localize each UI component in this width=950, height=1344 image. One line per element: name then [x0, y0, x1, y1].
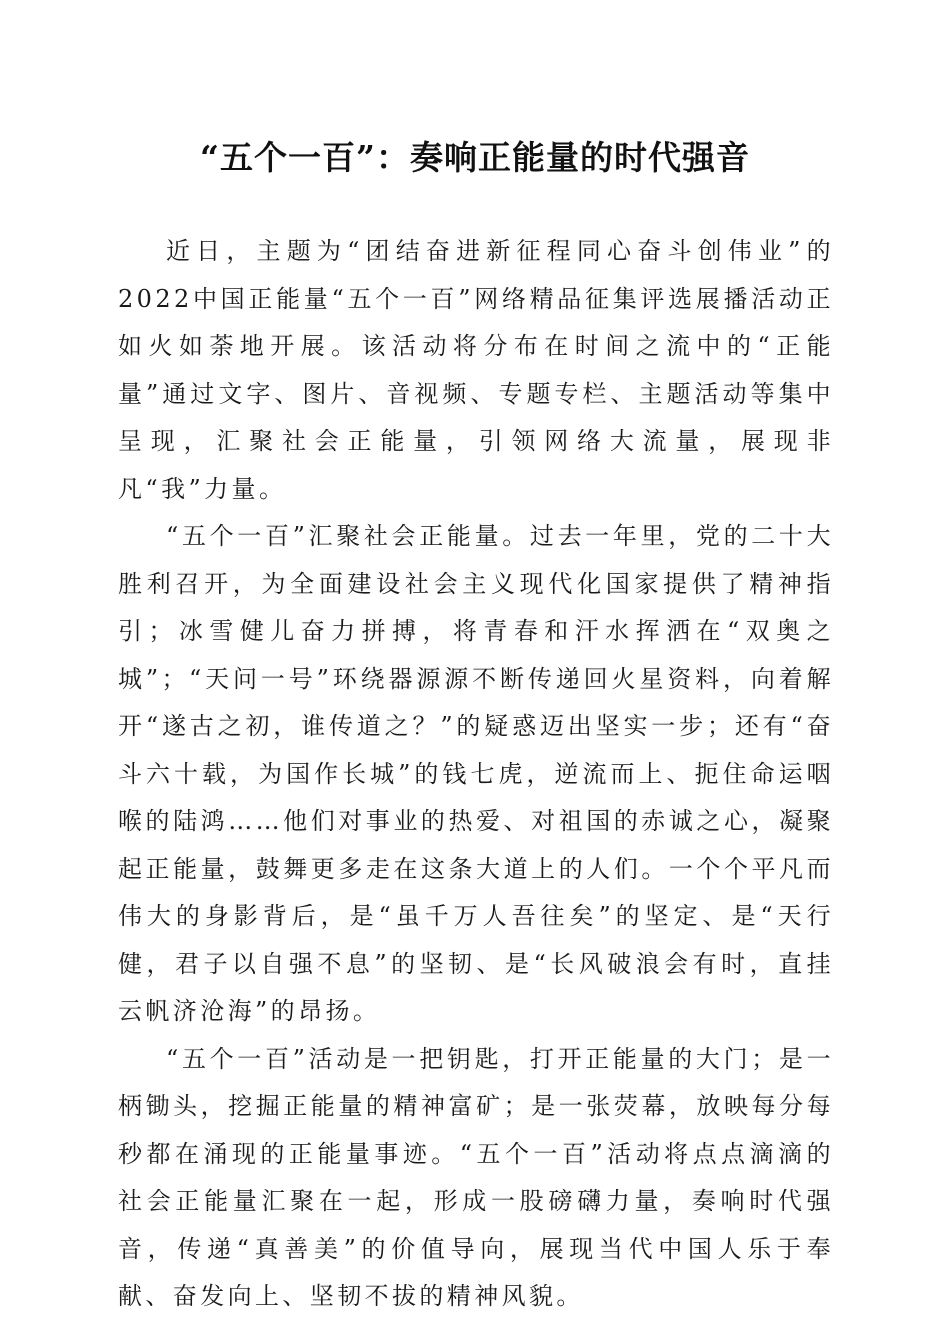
document-body — [118, 228, 834, 1321]
paragraph-gathering-energy: “五个一百”汇聚社会正能量。过去一年里，党的二十大胜利召开，为全面建设社会主义现代化国家提供了精神指引；冰雪健儿奋力拼搏，将青春和汗水挥洒在“双奥之城”；“天问一号”环绕器源源不断传递回火星资料，向着解开“遂古之初，谁传道之？”的疑惑迈出坚实一步；还有“奋斗六十载，为国作长城”的钱七虎，逆流而上、扼住命运咽喉的陆鸿……他们对事业的热爱、对祖国的赤诚之心，凝聚起正能量，鼓舞更多走在这条大道上的人们。一个个平凡而伟大的身影背后，是“虽千万人吾往矣”的坚定、是“天行健，君子以自强不息”的坚韧、是“长风破浪会有时，直挂云帆济沧海”的昂扬。 — [118, 522, 834, 1025]
paragraph-intro: 近日，主题为“团结奋进新征程同心奋斗创伟业”的2022中国正能量“五个一百”网络精品征集评选展播活动正如火如荼地开展。该活动将分布在时间之流中的“正能量”通过文字、图片、音视频、专题专栏、主题活动等集中呈现，汇聚社会正能量，引领网络大流量，展现非凡“我”力量。 — [118, 237, 834, 503]
paragraph-activity-meaning: “五个一百”活动是一把钥匙，打开正能量的大门；是一柄锄头，挖掘正能量的精神富矿；是一张荧幕，放映每分每秒都在涌现的正能量事迹。“五个一百”活动将点点滴滴的社会正能量汇聚在一起，形成一股磅礴力量，奏响时代强音，传递“真善美”的价值导向，展现当代中国人乐于奉献、奋发向上、坚韧不拔的精神风貌。 — [118, 1044, 834, 1310]
document-title: “五个一百”：奏响正能量的时代强音 — [200, 138, 750, 177]
